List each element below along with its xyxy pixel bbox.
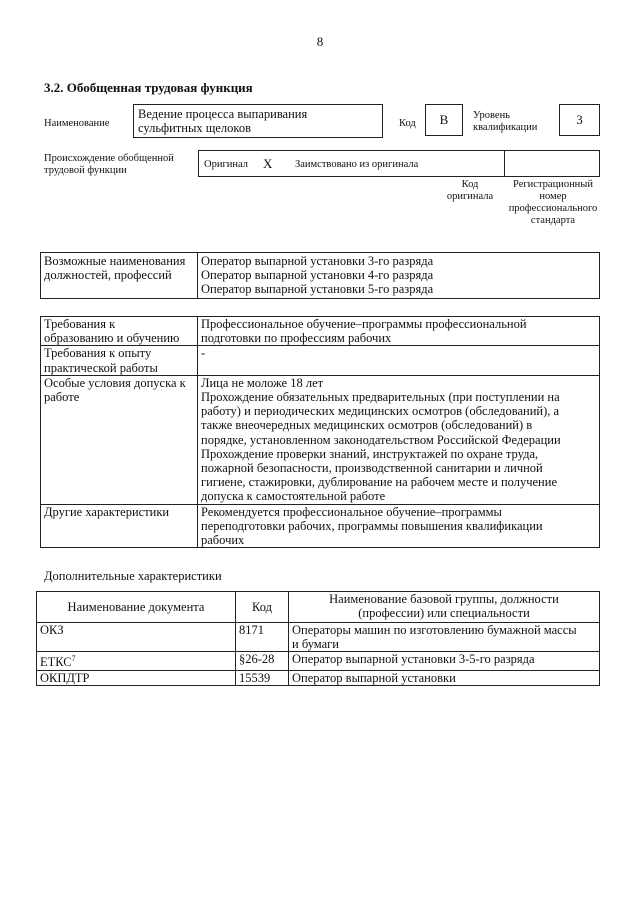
position-item: Оператор выпарной установки 4-го разряда — [201, 268, 434, 283]
borrowed-label: Заимствовано из оригинала — [295, 159, 419, 170]
name-value-line: сульфитных щелоков — [138, 121, 251, 135]
level-label: Уровень квалификации — [473, 110, 538, 133]
table-row — [41, 375, 600, 504]
req-value: Профессиональное обучение–программы профессиональной подготовки по профессиям рабочих — [198, 317, 600, 346]
page-number: 8 — [316, 34, 324, 49]
positions-table — [40, 252, 600, 299]
col-header-doc: Наименование документа — [37, 592, 236, 623]
requirements-table — [40, 316, 600, 548]
doc-cell: ОКЗ — [37, 623, 236, 652]
original-mark: X — [263, 156, 273, 171]
req-value: - — [198, 346, 600, 375]
col-header-name: Наименование базовой группы, должности (профессии) или специальности — [289, 592, 600, 623]
additional-title: Дополнительные характеристики — [44, 569, 222, 583]
level-value-box: 3 — [559, 104, 600, 136]
origin-divider — [504, 151, 505, 176]
table-row — [41, 317, 600, 346]
col-header-code: Код — [236, 592, 289, 623]
position-item: Оператор выпарной установки 5-го разряда — [201, 282, 434, 297]
name-cell: Оператор выпарной установки 3-5-го разряда — [289, 652, 600, 670]
req-label: Требования к опыту практической работы — [41, 346, 198, 375]
code-cell: 8171 — [236, 623, 289, 652]
reg-number-caption: Регистрационный номер профессионального стандарта — [508, 179, 598, 226]
req-label: Требования к образованию и обучению — [41, 317, 198, 346]
req-label: Другие характеристики — [41, 504, 198, 548]
name-label: Наименование — [44, 118, 110, 129]
table-row — [41, 504, 600, 548]
position-item: Оператор выпарной установки 3-го разряда — [201, 254, 434, 268]
code-original-caption: Код оригинала — [446, 179, 494, 202]
positions-label: Возможные наименования должностей, профессий — [41, 253, 198, 299]
req-value: Лица не моложе 18 лет Прохождение обязательных предварительных (при поступлении на работу) и периодических медицинских осмотров (обследований), а также внеочередных медицинских осмотров (обследований) в порядке, установленном законодательством Российской Федерации Прохождение проверки знаний, инструктажей по охране труда, пожарной безопасности, производственной санитарии и личной гигиене, стажировки, дублирование на рабочем месте и получение допуска к самостоятельной работе — [198, 375, 600, 504]
req-value: Рекомендуется профессиональное обучение–программы переподготовки рабочих, программы повышения квалификации рабочих — [198, 504, 600, 548]
doc-cell: ЕТКС$^7$ — [37, 652, 236, 670]
table-header-row — [37, 592, 600, 623]
origin-label: Происхождение обобщенной трудовой функции — [44, 153, 174, 176]
table-row — [37, 670, 600, 685]
name-value-box — [133, 104, 383, 138]
name-cell: Оператор выпарной установки — [289, 670, 600, 685]
table-row — [41, 346, 600, 375]
origin-box — [198, 150, 600, 177]
name-cell: Операторы машин по изготовлению бумажной массы и бумаги — [289, 623, 600, 652]
table-row — [37, 652, 600, 670]
code-value-box: В — [425, 104, 463, 136]
code-cell: §26-28 — [236, 652, 289, 670]
additional-table — [36, 591, 600, 686]
footnote-marker: 7 — [71, 654, 76, 664]
name-value-line: Ведение процесса выпаривания — [138, 107, 308, 121]
code-cell: 15539 — [236, 670, 289, 685]
section-title: 3.2. Обобщенная трудовая функция — [44, 80, 253, 95]
doc-cell: ОКПДТР — [37, 670, 236, 685]
positions-values — [198, 253, 600, 299]
original-label: Оригинал — [204, 159, 248, 170]
code-label: Код — [399, 118, 416, 129]
table-row — [37, 623, 600, 652]
req-label: Особые условия допуска к работе — [41, 375, 198, 504]
